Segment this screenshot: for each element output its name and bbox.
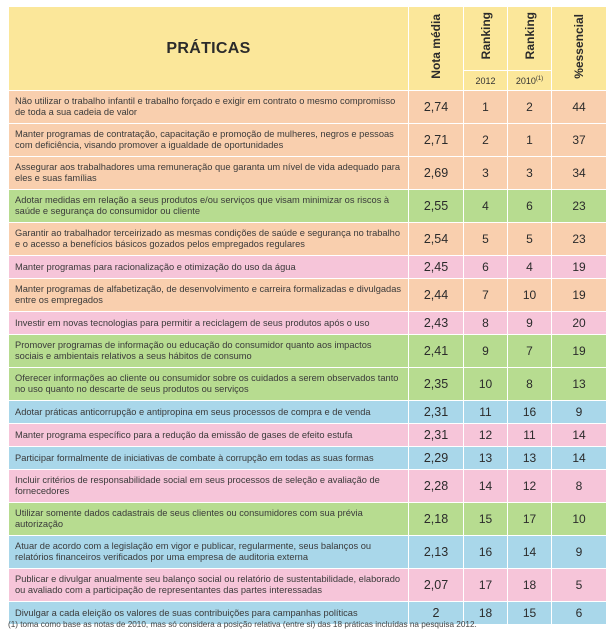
ranking-2012-value: 6 <box>464 256 508 279</box>
ranking-2010-value: 17 <box>508 503 552 536</box>
ranking-2012-value: 7 <box>464 279 508 312</box>
ranking-2012-value: 3 <box>464 157 508 190</box>
table-header <box>9 7 607 91</box>
practice-text: Publicar e divulgar anualmente seu balanço social ou relatório de sustentabilidade, elaborado ou avaliado com a participação de representantes das partes interessadas <box>9 569 409 602</box>
practice-text: Atuar de acordo com a legislação em vigor e publicar, regularmente, seus balanços ou relatórios financeiros verificados por uma empresa de auditoria externa <box>9 536 409 569</box>
table-row <box>9 401 607 424</box>
nota-media-value: 2,28 <box>409 470 464 503</box>
nota-media-value: 2,55 <box>409 190 464 223</box>
header-year-2012: 2012 <box>464 71 508 91</box>
ranking-2012-value: 12 <box>464 424 508 447</box>
nota-media-value: 2,43 <box>409 312 464 335</box>
percent-essencial-value: 9 <box>552 536 607 569</box>
percent-essencial-value: 14 <box>552 447 607 470</box>
header-nota-media-label: Nota média <box>429 13 443 79</box>
table-row <box>9 424 607 447</box>
percent-essencial-value: 37 <box>552 124 607 157</box>
ranking-2012-value: 17 <box>464 569 508 602</box>
ranking-2010-value: 6 <box>508 190 552 223</box>
nota-media-value: 2,71 <box>409 124 464 157</box>
ranking-2010-value: 2 <box>508 91 552 124</box>
header-ranking-2010 <box>508 7 552 71</box>
ranking-2012-value: 2 <box>464 124 508 157</box>
ranking-2010-value: 4 <box>508 256 552 279</box>
percent-essencial-value: 14 <box>552 424 607 447</box>
nota-media-value: 2,13 <box>409 536 464 569</box>
nota-media-value: 2,31 <box>409 401 464 424</box>
percent-essencial-value: 23 <box>552 223 607 256</box>
ranking-2012-value: 13 <box>464 447 508 470</box>
table-row <box>9 190 607 223</box>
practice-text: Manter programas para racionalização e otimização do uso da água <box>9 256 409 279</box>
percent-essencial-value: 34 <box>552 157 607 190</box>
ranking-2012-value: 9 <box>464 335 508 368</box>
percent-essencial-value: 13 <box>552 368 607 401</box>
header-percent-essencial <box>552 7 607 91</box>
ranking-2010-value: 18 <box>508 569 552 602</box>
table-row <box>9 470 607 503</box>
ranking-2010-value: 8 <box>508 368 552 401</box>
practice-text: Adotar medidas em relação a seus produtos e/ou serviços que visam minimizar os riscos à saúde e segurança do consumidor ou cliente <box>9 190 409 223</box>
header-year-2010-footnote-mark: (1) <box>535 75 544 82</box>
ranking-2012-value: 5 <box>464 223 508 256</box>
nota-media-value: 2,29 <box>409 447 464 470</box>
header-nota-media <box>409 7 464 91</box>
practice-text: Assegurar aos trabalhadores uma remuneração que garanta um nível de vida adequado para eles e suas famílias <box>9 157 409 190</box>
header-ranking-2012-label: Ranking <box>478 12 493 60</box>
ranking-2010-value: 16 <box>508 401 552 424</box>
nota-media-value: 2,18 <box>409 503 464 536</box>
percent-essencial-value: 20 <box>552 312 607 335</box>
ranking-2010-value: 5 <box>508 223 552 256</box>
table-row <box>9 223 607 256</box>
ranking-2010-value: 1 <box>508 124 552 157</box>
ranking-2010-value: 14 <box>508 536 552 569</box>
practice-text: Garantir ao trabalhador terceirizado as mesmas condições de saúde e segurança no trabalho e o acesso a benefícios básicos gozados pelos empregados regulares <box>9 223 409 256</box>
practice-text: Participar formalmente de iniciativas de combate à corrupção em todas as suas formas <box>9 447 409 470</box>
footnote: (1) toma como base as notas de 2010, mas só considera a posição relativa (entre si) das 18 práticas incluídas na pesquisa 2012. <box>8 620 477 629</box>
ranking-2010-value: 10 <box>508 279 552 312</box>
ranking-2010-value: 15 <box>508 602 552 625</box>
practice-text: Oferecer informações ao cliente ou consumidor sobre os cuidados a serem observados tanto no uso quanto no descarte de seus produtos ou serviços <box>9 368 409 401</box>
practice-text: Adotar práticas anticorrupção e antipropina em seus processos de compra e de venda <box>9 401 409 424</box>
nota-media-value: 2,07 <box>409 569 464 602</box>
ranking-2012-value: 14 <box>464 470 508 503</box>
nota-media-value: 2,74 <box>409 91 464 124</box>
header-percent-essencial-label: %essencial <box>572 13 586 79</box>
practice-text: Divulgar a cada eleição os valores de suas contribuições para campanhas políticas <box>9 602 409 625</box>
nota-media-value: 2,45 <box>409 256 464 279</box>
header-ranking-2010-label: Ranking <box>522 12 537 60</box>
nota-media-value: 2,54 <box>409 223 464 256</box>
nota-media-value: 2 <box>409 602 464 625</box>
table-row <box>9 569 607 602</box>
table-row <box>9 256 607 279</box>
practice-text: Não utilizar o trabalho infantil e trabalho forçado e exigir em contrato o mesmo compromisso de toda a sua cadeia de valor <box>9 91 409 124</box>
nota-media-value: 2,31 <box>409 424 464 447</box>
ranking-2010-value: 7 <box>508 335 552 368</box>
percent-essencial-value: 19 <box>552 335 607 368</box>
table-row <box>9 335 607 368</box>
ranking-2010-value: 11 <box>508 424 552 447</box>
practice-text: Incluir critérios de responsabilidade social em seus processos de seleção e avaliação de fornecedores <box>9 470 409 503</box>
ranking-2012-value: 11 <box>464 401 508 424</box>
ranking-2012-value: 1 <box>464 91 508 124</box>
percent-essencial-value: 6 <box>552 602 607 625</box>
table-row <box>9 157 607 190</box>
table-row <box>9 447 607 470</box>
percent-essencial-value: 8 <box>552 470 607 503</box>
nota-media-value: 2,35 <box>409 368 464 401</box>
ranking-2012-value: 15 <box>464 503 508 536</box>
percent-essencial-value: 9 <box>552 401 607 424</box>
practice-text: Manter programas de alfabetização, de desenvolvimento e carreira formalizadas e divulgadas entre os empregados <box>9 279 409 312</box>
ranking-2012-value: 18 <box>464 602 508 625</box>
header-year-2010 <box>508 71 552 91</box>
header-praticas: PRÁTICAS <box>9 7 409 91</box>
nota-media-value: 2,69 <box>409 157 464 190</box>
table-row <box>9 503 607 536</box>
percent-essencial-value: 23 <box>552 190 607 223</box>
ranking-2010-value: 13 <box>508 447 552 470</box>
header-ranking-2012 <box>464 7 508 71</box>
practices-table-container <box>8 6 606 625</box>
practices-table <box>8 6 607 625</box>
practice-text: Manter programa específico para a redução da emissão de gases de efeito estufa <box>9 424 409 447</box>
table-row <box>9 124 607 157</box>
table-row <box>9 312 607 335</box>
percent-essencial-value: 19 <box>552 279 607 312</box>
practice-text: Promover programas de informação ou educação do consumidor quanto aos impactos sociais e ambientais relativos a seus hábitos de consumo <box>9 335 409 368</box>
ranking-2012-value: 10 <box>464 368 508 401</box>
table-row <box>9 536 607 569</box>
table-row <box>9 91 607 124</box>
ranking-2010-value: 9 <box>508 312 552 335</box>
table-row <box>9 368 607 401</box>
ranking-2010-value: 3 <box>508 157 552 190</box>
ranking-2012-value: 4 <box>464 190 508 223</box>
percent-essencial-value: 44 <box>552 91 607 124</box>
table-row <box>9 279 607 312</box>
ranking-2012-value: 16 <box>464 536 508 569</box>
ranking-2010-value: 12 <box>508 470 552 503</box>
practice-text: Utilizar somente dados cadastrais de seus clientes ou consumidores com sua prévia autorização <box>9 503 409 536</box>
table-body <box>9 91 607 625</box>
percent-essencial-value: 10 <box>552 503 607 536</box>
percent-essencial-value: 19 <box>552 256 607 279</box>
nota-media-value: 2,44 <box>409 279 464 312</box>
header-year-2010-label: 2010 <box>515 75 536 86</box>
ranking-2012-value: 8 <box>464 312 508 335</box>
practice-text: Manter programas de contratação, capacitação e promoção de mulheres, negros e pessoas com deficiência, visando promover a igualdade de oportunidades <box>9 124 409 157</box>
practice-text: Investir em novas tecnologias para permitir a reciclagem de seus produtos após o uso <box>9 312 409 335</box>
nota-media-value: 2,41 <box>409 335 464 368</box>
percent-essencial-value: 5 <box>552 569 607 602</box>
